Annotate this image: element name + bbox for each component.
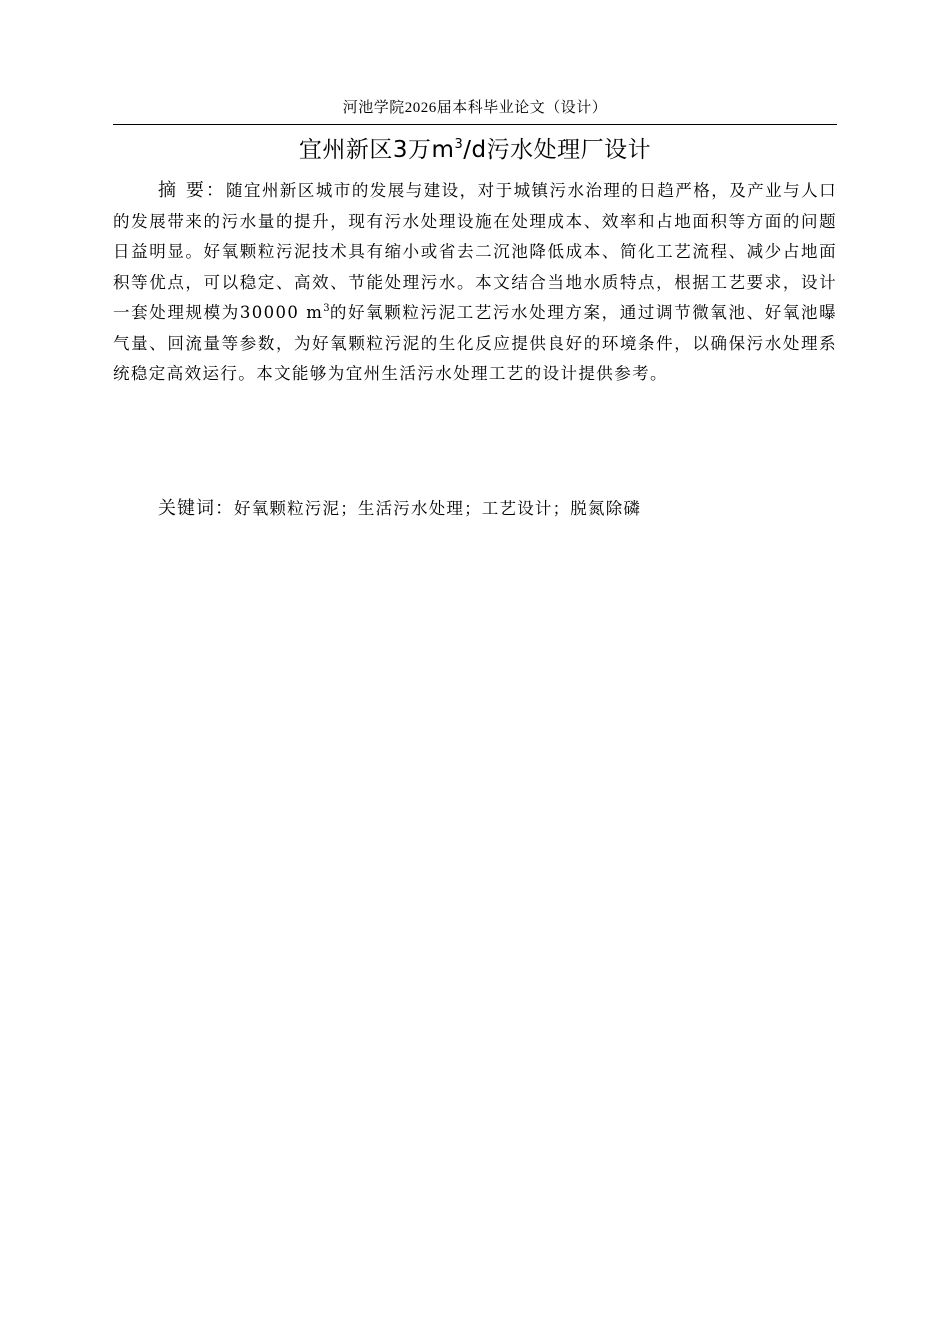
document-title <box>113 134 837 166</box>
keywords-line <box>158 494 838 524</box>
title-superscript: 3 <box>454 137 464 152</box>
abstract-paragraph <box>113 176 837 390</box>
abstract-label: 摘 要： <box>158 180 227 201</box>
abstract-text-part1: 随宜州新区城市的发展与建设，对于城镇污水治理的日趋严格，及产业与人口的发展带来的污水量的提升，现有污水处理设施在处理成本、效率和占地面积等方面的问题日益明显。好氧颗粒污泥技术具有缩小或省去二沉池降低成本、简化工艺流程、减少占地面积等优点，可以稳定、高效、节能处理污水。本文结合当地水质特点，根据工艺要求，设计一套处理规模为30000 m <box>113 181 837 322</box>
title-rest: /d污水处理厂设计 <box>463 137 652 163</box>
abstract-text-part2: 的好氧颗粒污泥工艺污水处理方案，通过调节微氧池、好氧池曝气量、回流量等参数，为好氧颗粒污泥的生化反应提供良好的环境条件，以确保污水处理系统稳定高效运行。本文能够为宜州生活污水处理工艺的设计提供参考。 <box>113 303 837 383</box>
keywords-label: 关键词： <box>158 498 234 519</box>
keywords-text: 好氧颗粒污泥；生活污水处理；工艺设计；脱氮除磷 <box>234 499 642 518</box>
header-rule <box>113 124 837 125</box>
abstract-superscript: 3 <box>323 303 330 314</box>
title-main: 宜州新区3万m <box>298 137 455 163</box>
running-header: 河池学院2026届本科毕业论文（设计） <box>342 100 608 116</box>
